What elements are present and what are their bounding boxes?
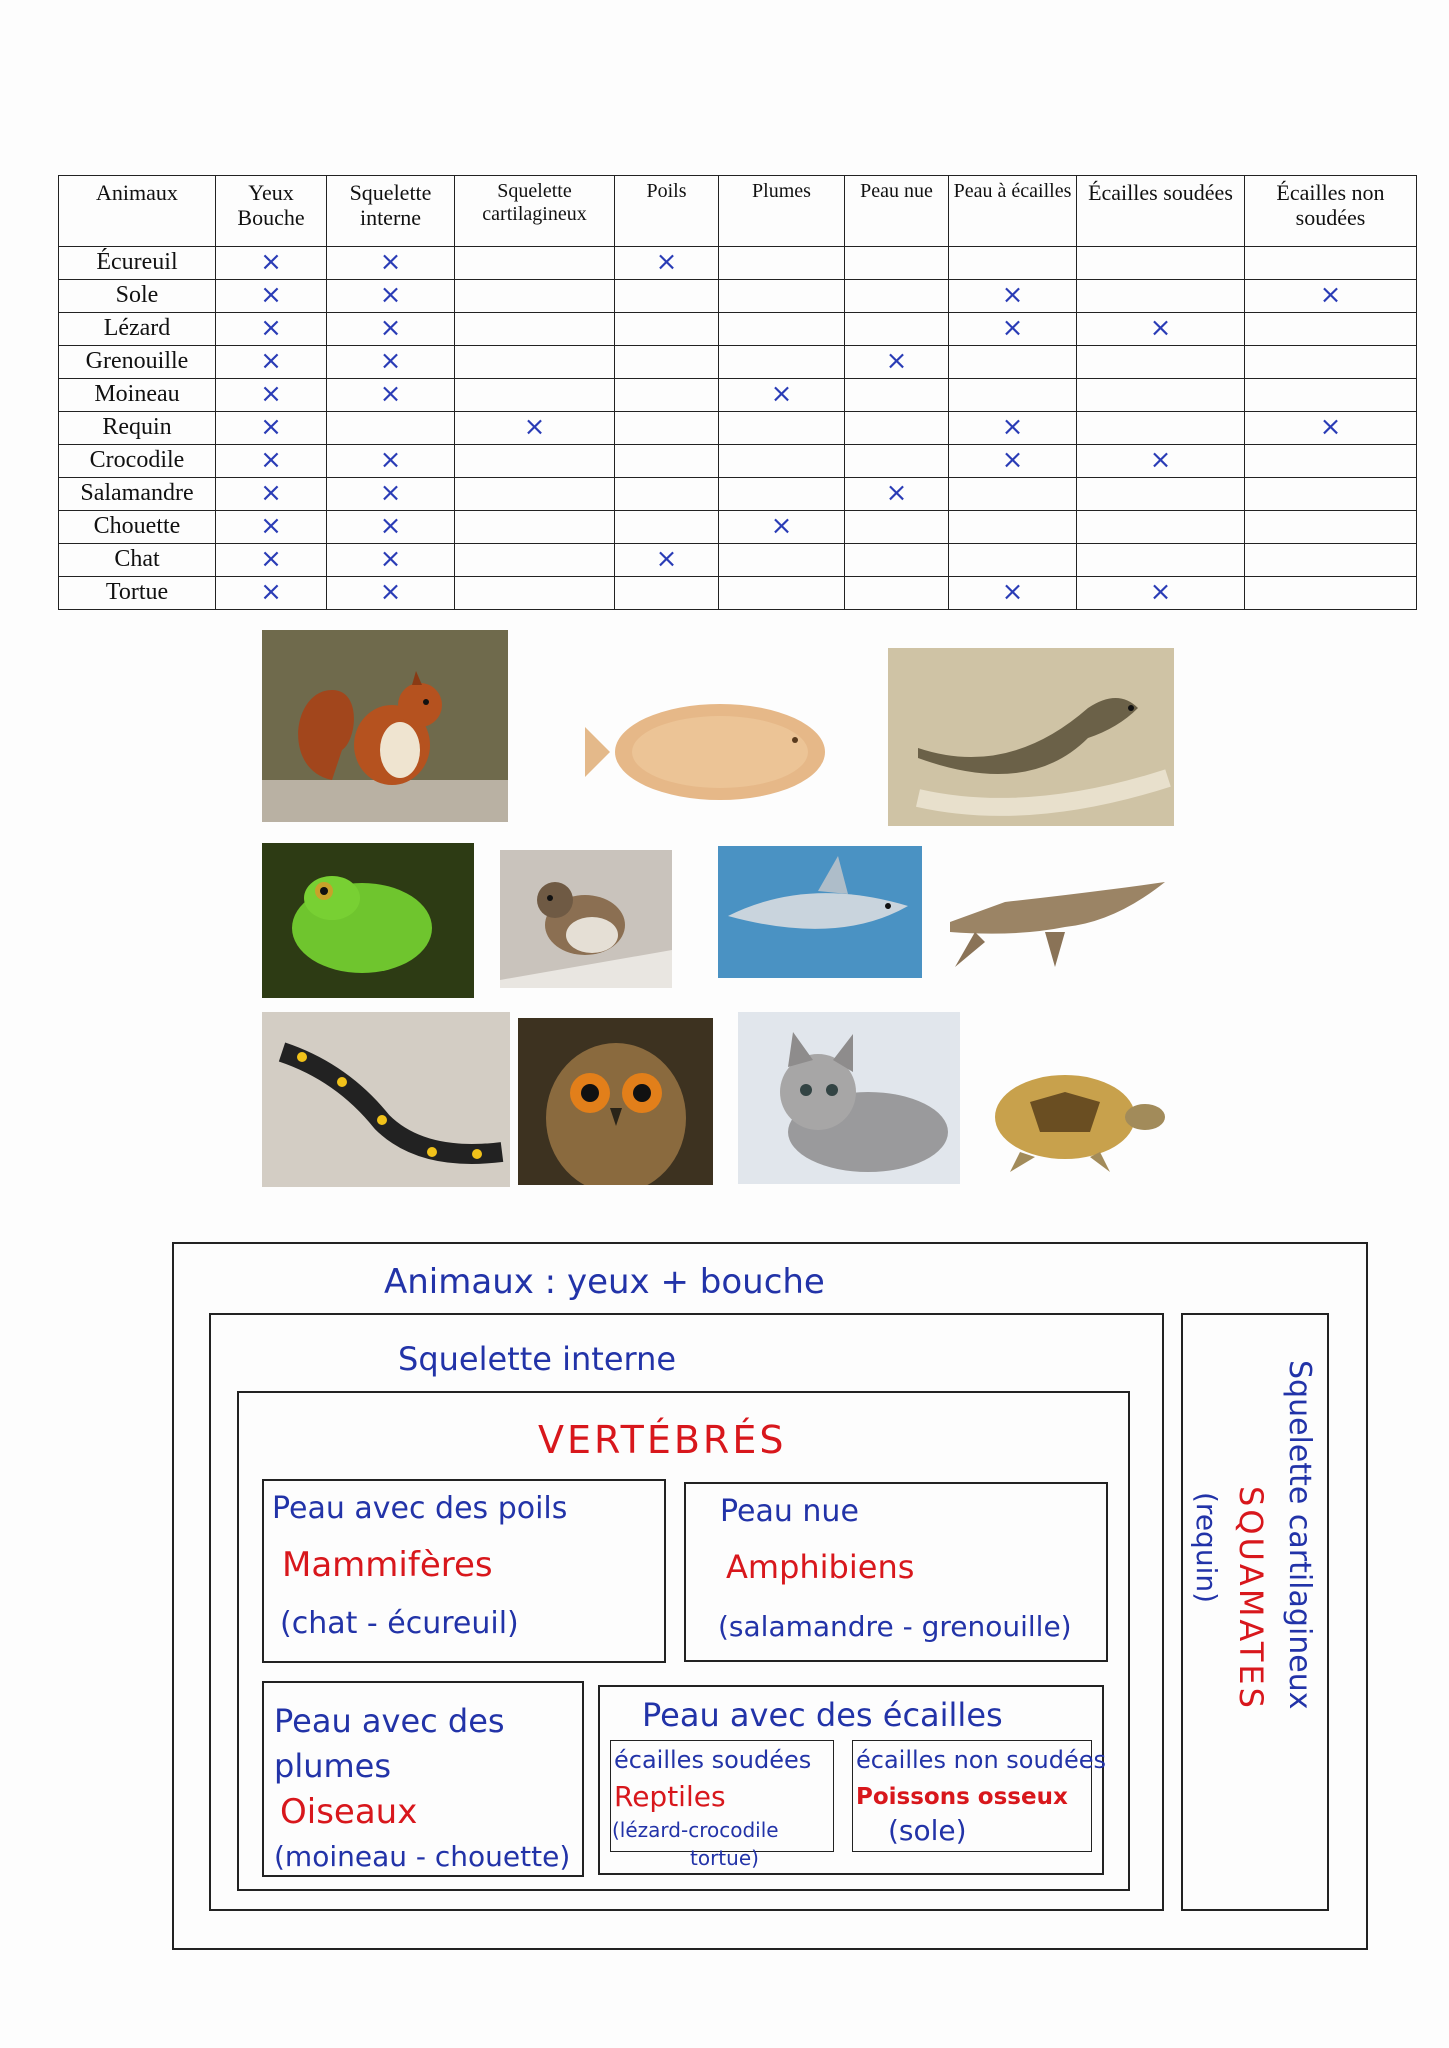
- table-row: [59, 544, 1417, 577]
- animal-name-cell: Crocodile: [59, 445, 216, 478]
- table-body: [59, 247, 1417, 610]
- tortoise-photo: [970, 1062, 1170, 1174]
- birds-label: Oiseaux: [280, 1792, 418, 1832]
- internal-skeleton-cell: ×: [327, 346, 455, 379]
- hair-title: Peau avec des poils: [272, 1491, 568, 1526]
- eyes-mouth-cell: ×: [216, 478, 327, 511]
- hair-cell: [615, 280, 719, 313]
- reptiles-examples-2: tortue): [690, 1846, 759, 1870]
- hair-cell: [615, 379, 719, 412]
- col-header-internal-skeleton: Squelette interne: [327, 176, 455, 247]
- salamander-photo: [262, 1012, 510, 1187]
- col-header-cartilage-skeleton: Squelette cartilagineux: [455, 176, 615, 247]
- col-header-scaly-skin: Peau à écailles: [949, 176, 1077, 247]
- col-header-unwelded-scales: Écailles non soudées: [1245, 176, 1417, 247]
- scaly-skin-cell: [949, 511, 1077, 544]
- unwelded-scales-cell: [1245, 247, 1417, 280]
- welded-scales-cell: ×: [1077, 313, 1245, 346]
- animals-title: Animaux : yeux + bouche: [384, 1262, 825, 1302]
- feathers-title-2: plumes: [274, 1747, 392, 1785]
- cartilage-skeleton-cell: [455, 478, 615, 511]
- feathers-cell: ×: [719, 379, 845, 412]
- crocodile-photo: [945, 872, 1173, 972]
- hair-cell: ×: [615, 247, 719, 280]
- hair-cell: [615, 313, 719, 346]
- table-row: [59, 445, 1417, 478]
- col-header-hair: Poils: [615, 176, 719, 247]
- feathers-cell: [719, 280, 845, 313]
- cartilage-skeleton-cell: [455, 544, 615, 577]
- feathers-cell: [719, 577, 845, 610]
- animal-name-cell: Écureuil: [59, 247, 216, 280]
- scaly-skin-cell: ×: [949, 412, 1077, 445]
- welded-scales-cell: ×: [1077, 577, 1245, 610]
- unwelded-scales-cell: ×: [1245, 280, 1417, 313]
- unwelded-scales-cell: [1245, 445, 1417, 478]
- eyes-mouth-cell: ×: [216, 280, 327, 313]
- scaly-skin-cell: ×: [949, 313, 1077, 346]
- welded-scales-cell: [1077, 544, 1245, 577]
- welded-scales-cell: [1077, 247, 1245, 280]
- internal-skeleton-cell: ×: [327, 313, 455, 346]
- internal-skeleton-cell: ×: [327, 511, 455, 544]
- unwelded-scales-title: écailles non soudées: [856, 1746, 1106, 1774]
- unwelded-scales-cell: [1245, 577, 1417, 610]
- bony-fish-label: Poissons osseux: [856, 1784, 1068, 1810]
- eyes-mouth-cell: ×: [216, 577, 327, 610]
- feathers-cell: [719, 346, 845, 379]
- naked-skin-cell: [845, 445, 949, 478]
- table-row: [59, 379, 1417, 412]
- naked-skin-cell: [845, 379, 949, 412]
- internal-skeleton-cell: ×: [327, 577, 455, 610]
- unwelded-scales-cell: [1245, 478, 1417, 511]
- frog-photo: [262, 843, 474, 998]
- scaly-skin-cell: ×: [949, 577, 1077, 610]
- eyes-mouth-cell: ×: [216, 445, 327, 478]
- internal-skeleton-cell: [327, 412, 455, 445]
- animal-name-cell: Moineau: [59, 379, 216, 412]
- welded-scales-cell: [1077, 478, 1245, 511]
- animal-name-cell: Lézard: [59, 313, 216, 346]
- internal-skeleton-label: Squelette interne: [398, 1340, 677, 1378]
- birds-examples: (moineau - chouette): [274, 1840, 571, 1873]
- internal-skeleton-cell: ×: [327, 247, 455, 280]
- animal-name-cell: Grenouille: [59, 346, 216, 379]
- naked-skin-cell: [845, 247, 949, 280]
- internal-skeleton-cell: ×: [327, 445, 455, 478]
- owl-photo: [518, 1018, 713, 1185]
- feathers-cell: [719, 544, 845, 577]
- table-row: [59, 577, 1417, 610]
- animal-name-cell: Sole: [59, 280, 216, 313]
- feathers-cell: [719, 412, 845, 445]
- unwelded-scales-cell: [1245, 544, 1417, 577]
- table-row: [59, 313, 1417, 346]
- lizard-photo: [888, 648, 1174, 826]
- hair-cell: [615, 577, 719, 610]
- hair-cell: [615, 412, 719, 445]
- naked-skin-cell: ×: [845, 346, 949, 379]
- scaly-skin-cell: ×: [949, 280, 1077, 313]
- col-header-animals: Animaux: [59, 176, 216, 247]
- hair-cell: [615, 511, 719, 544]
- traits-table: [58, 175, 1417, 610]
- feathers-cell: [719, 313, 845, 346]
- internal-skeleton-cell: ×: [327, 544, 455, 577]
- feathers-cell: ×: [719, 511, 845, 544]
- squamates-examples: (requin): [1190, 1492, 1223, 1604]
- eyes-mouth-cell: ×: [216, 544, 327, 577]
- scaly-skin-cell: [949, 346, 1077, 379]
- naked-skin-title: Peau nue: [720, 1494, 859, 1529]
- unwelded-scales-cell: [1245, 346, 1417, 379]
- table-row: [59, 478, 1417, 511]
- naked-skin-cell: [845, 544, 949, 577]
- naked-skin-cell: [845, 577, 949, 610]
- amphibians-label: Amphibiens: [726, 1548, 915, 1586]
- scaly-skin-cell: [949, 379, 1077, 412]
- squamates-label: SQUAMATES: [1232, 1486, 1270, 1711]
- cartilage-skeleton-cell: [455, 280, 615, 313]
- scaly-skin-cell: [949, 478, 1077, 511]
- shark-photo: [718, 846, 922, 978]
- animal-name-cell: Tortue: [59, 577, 216, 610]
- table-row: [59, 511, 1417, 544]
- feathers-cell: [719, 247, 845, 280]
- vertebrates-label: VERTÉBRÉS: [538, 1418, 787, 1462]
- eyes-mouth-cell: ×: [216, 379, 327, 412]
- internal-skeleton-cell: ×: [327, 379, 455, 412]
- hair-cell: [615, 346, 719, 379]
- cartilage-skeleton-cell: [455, 346, 615, 379]
- table-row: [59, 280, 1417, 313]
- welded-scales-title: écailles soudées: [614, 1746, 812, 1774]
- bony-fish-examples: (sole): [888, 1814, 967, 1847]
- naked-skin-cell: [845, 412, 949, 445]
- animal-name-cell: Salamandre: [59, 478, 216, 511]
- unwelded-scales-cell: [1245, 313, 1417, 346]
- eyes-mouth-cell: ×: [216, 346, 327, 379]
- welded-scales-cell: [1077, 379, 1245, 412]
- welded-scales-cell: [1077, 511, 1245, 544]
- cartilage-skeleton-cell: [455, 511, 615, 544]
- internal-skeleton-cell: ×: [327, 280, 455, 313]
- cartilage-skeleton-cell: [455, 577, 615, 610]
- eyes-mouth-cell: ×: [216, 511, 327, 544]
- animal-name-cell: Chat: [59, 544, 216, 577]
- naked-skin-cell: [845, 511, 949, 544]
- col-header-naked-skin: Peau nue: [845, 176, 949, 247]
- cartilage-skeleton-cell: ×: [455, 412, 615, 445]
- animal-name-cell: Chouette: [59, 511, 216, 544]
- cartilage-skeleton-cell: [455, 247, 615, 280]
- mammals-label: Mammifères: [282, 1545, 493, 1585]
- cat-photo: [738, 1012, 960, 1184]
- welded-scales-cell: [1077, 280, 1245, 313]
- naked-skin-cell: [845, 280, 949, 313]
- hair-cell: [615, 478, 719, 511]
- reptiles-label: Reptiles: [614, 1780, 726, 1813]
- cartilage-title: Squelette cartilagineux: [1282, 1360, 1317, 1710]
- table-row: [59, 247, 1417, 280]
- col-header-eyes-mouth: Yeux Bouche: [216, 176, 327, 247]
- reptiles-examples-1: (lézard-crocodile: [612, 1818, 779, 1842]
- col-header-welded-scales: Écailles soudées: [1077, 176, 1245, 247]
- sparrow-photo: [500, 850, 672, 988]
- table-row: [59, 412, 1417, 445]
- feathers-cell: [719, 478, 845, 511]
- eyes-mouth-cell: ×: [216, 412, 327, 445]
- cartilage-skeleton-cell: [455, 379, 615, 412]
- cartilage-skeleton-cell: [455, 445, 615, 478]
- scaly-skin-cell: ×: [949, 445, 1077, 478]
- unwelded-scales-cell: [1245, 511, 1417, 544]
- mammals-examples: (chat - écureuil): [280, 1606, 519, 1641]
- scaly-skin-cell: [949, 544, 1077, 577]
- scaly-skin-cell: [949, 247, 1077, 280]
- naked-skin-cell: ×: [845, 478, 949, 511]
- unwelded-scales-cell: [1245, 379, 1417, 412]
- eyes-mouth-cell: ×: [216, 247, 327, 280]
- unwelded-scales-cell: ×: [1245, 412, 1417, 445]
- col-header-feathers: Plumes: [719, 176, 845, 247]
- welded-scales-cell: ×: [1077, 445, 1245, 478]
- eyes-mouth-cell: ×: [216, 313, 327, 346]
- table-header-row: [59, 176, 1417, 247]
- hair-cell: [615, 445, 719, 478]
- welded-scales-cell: [1077, 412, 1245, 445]
- amphibians-examples: (salamandre - grenouille): [718, 1610, 1072, 1643]
- hair-cell: ×: [615, 544, 719, 577]
- welded-scales-cell: [1077, 346, 1245, 379]
- cartilage-skeleton-cell: [455, 313, 615, 346]
- animal-name-cell: Requin: [59, 412, 216, 445]
- naked-skin-cell: [845, 313, 949, 346]
- feathers-cell: [719, 445, 845, 478]
- scales-title: Peau avec des écailles: [642, 1696, 1003, 1734]
- table-row: [59, 346, 1417, 379]
- squirrel-photo: [262, 630, 508, 822]
- internal-skeleton-cell: ×: [327, 478, 455, 511]
- feathers-title-1: Peau avec des: [274, 1702, 505, 1740]
- sole-photo: [580, 692, 830, 810]
